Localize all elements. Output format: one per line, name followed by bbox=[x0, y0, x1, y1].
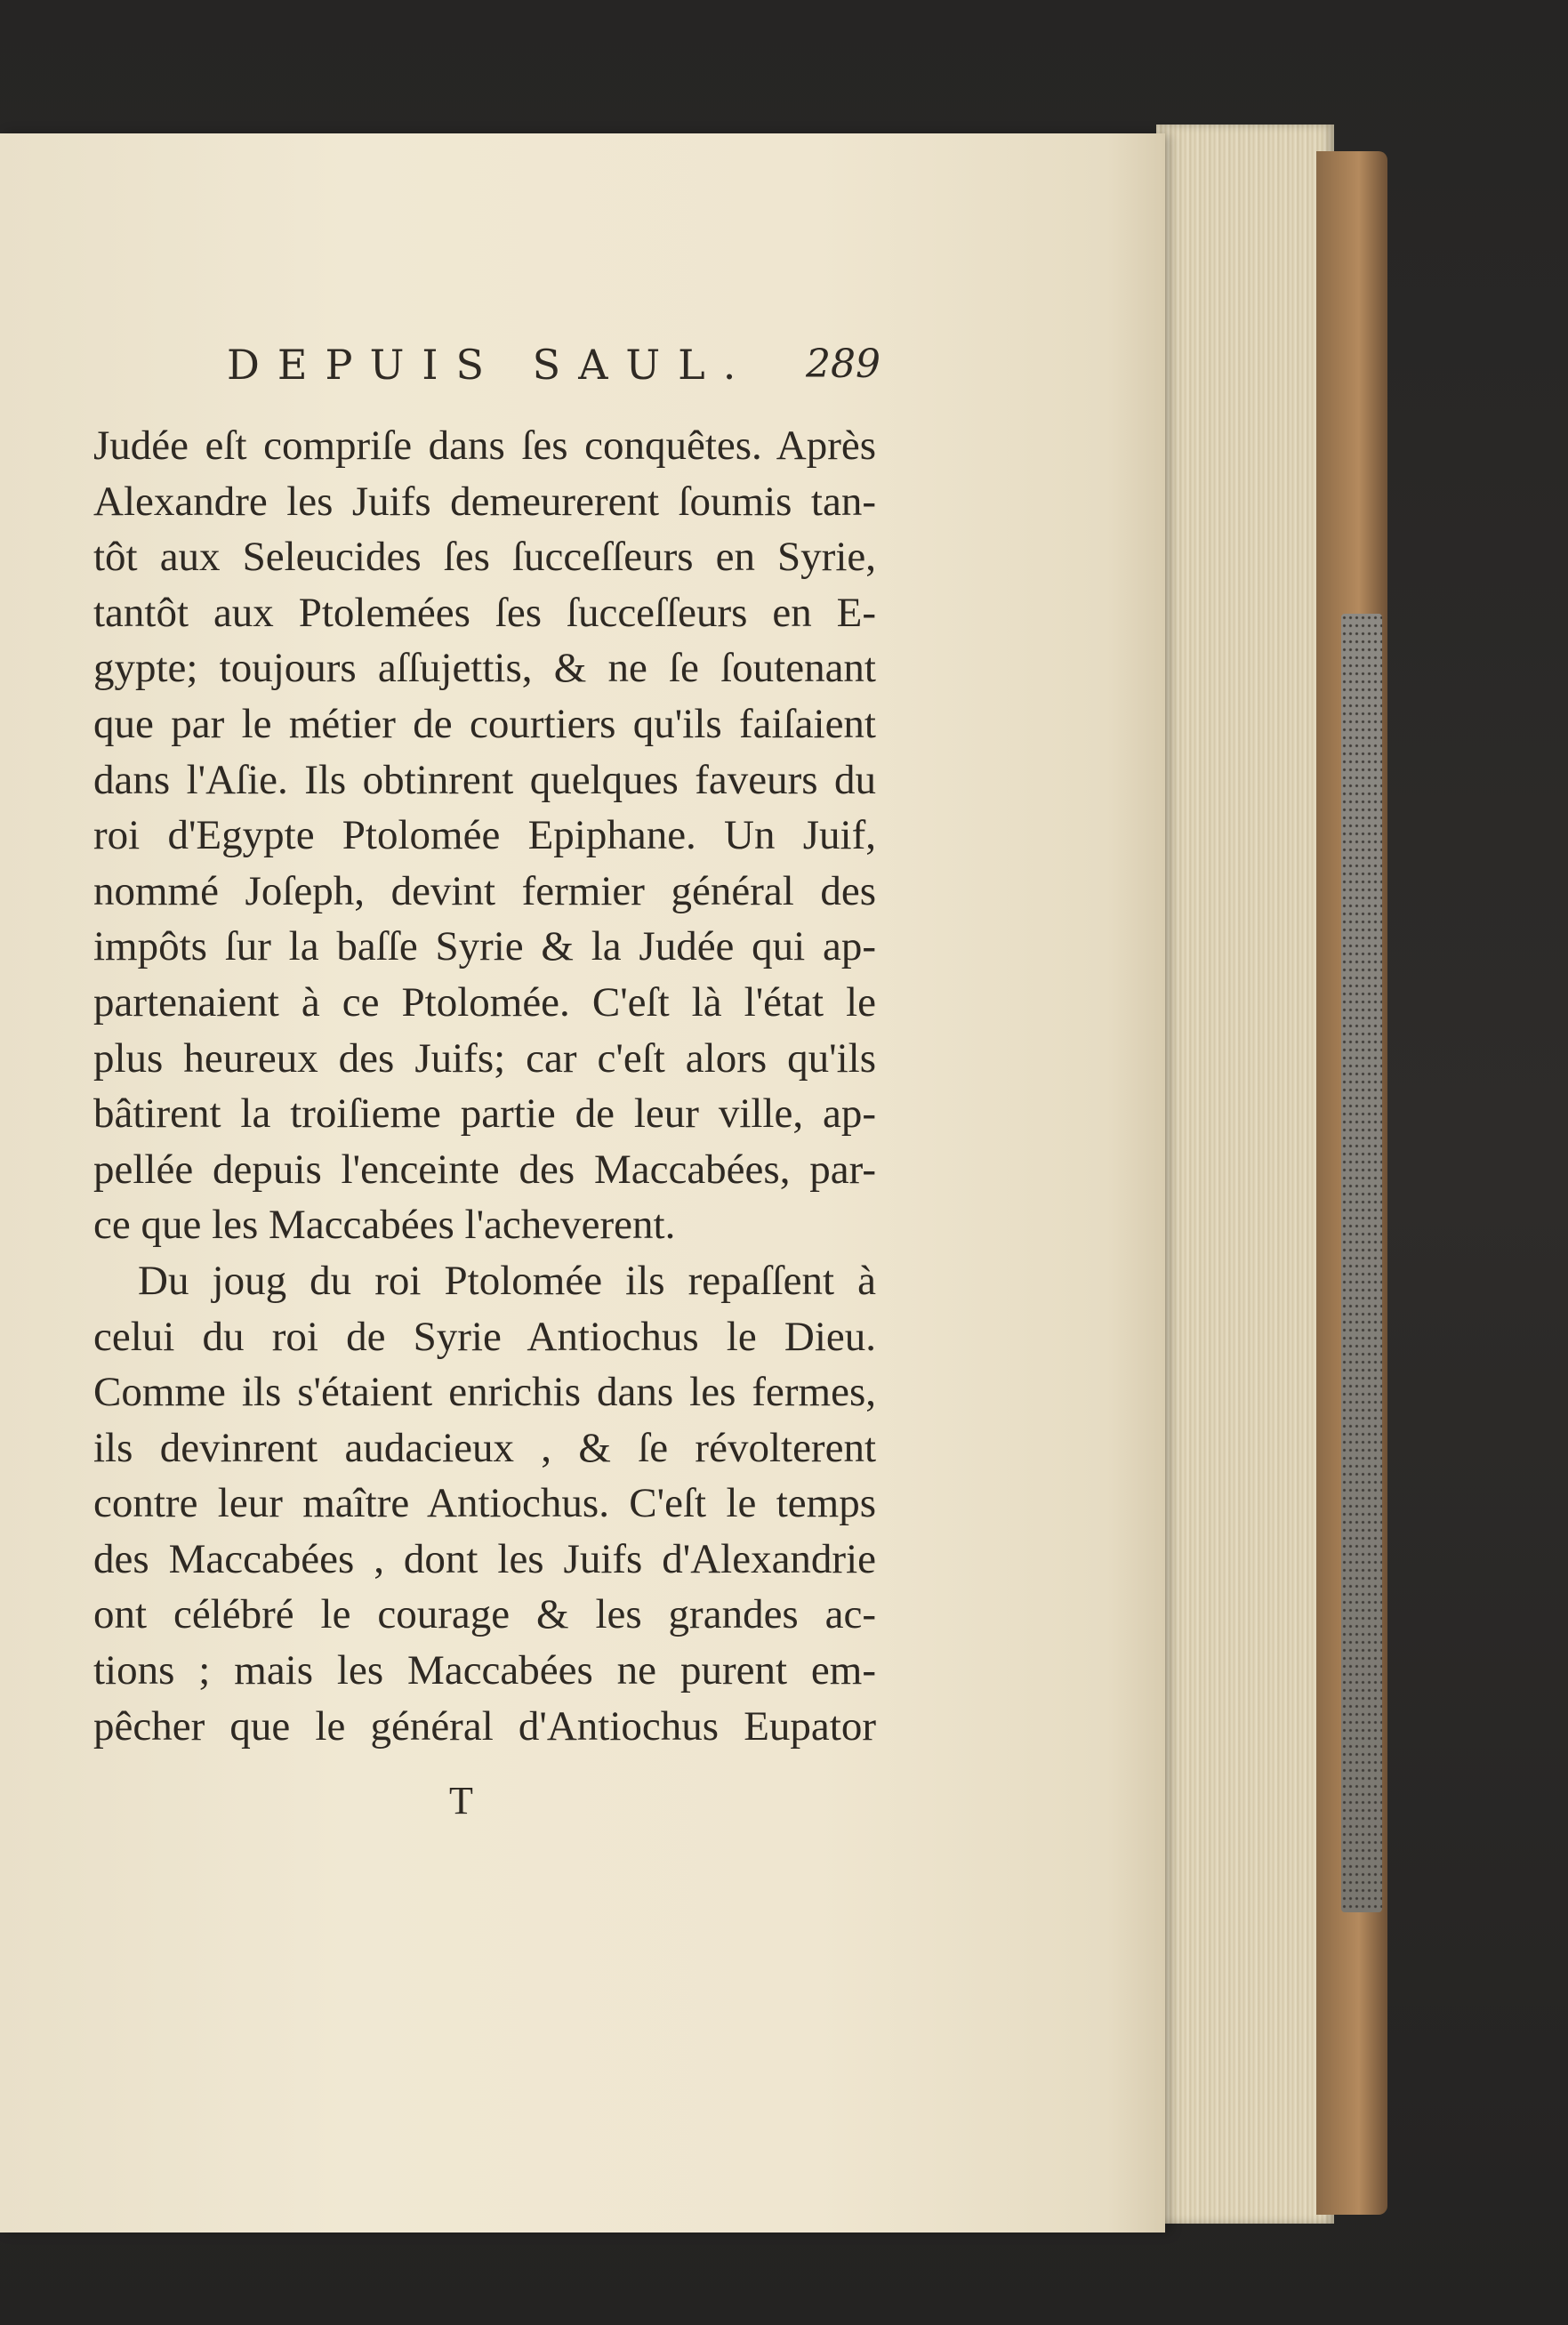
running-head bbox=[227, 334, 880, 396]
text-line: ce que les Maccabées l'acheverent. bbox=[93, 1202, 676, 1249]
book-cover-edge bbox=[1316, 151, 1387, 2215]
text-line: roi d'Egypte Ptolomée Epiphane. Un Juif, bbox=[93, 812, 876, 859]
text-line: impôts ſur la baſſe Syrie & la Judée qui ap- bbox=[93, 923, 876, 970]
text-line: ils devinrent audacieux , & ſe révolterent bbox=[93, 1424, 876, 1471]
text-line: gypte; toujours aſſujettis, & ne ſe ſoutenant bbox=[93, 645, 876, 692]
text-line: bâtirent la troiſieme partie de leur ville, ap- bbox=[93, 1090, 876, 1138]
text-line: des Maccabées , dont les Juifs d'Alexandrie bbox=[93, 1535, 876, 1582]
text-line: Judée eſt compriſe dans ſes conquêtes. Après bbox=[93, 422, 876, 469]
book-page-edges bbox=[1156, 125, 1334, 2224]
text-line: dans l'Aſie. Ils obtinrent quelques faveurs du bbox=[93, 756, 876, 803]
text-line: nommé Joſeph, devint fermier général des bbox=[93, 867, 876, 914]
text-line: contre leur maître Antiochus. C'eſt le temps bbox=[93, 1480, 876, 1527]
text-line: ont célébré le courage & les grandes ac- bbox=[93, 1591, 876, 1638]
marbled-cover-board bbox=[1341, 614, 1382, 1912]
text-line: Alexandre les Juifs demeurerent ſoumis tan- bbox=[93, 478, 876, 525]
running-title: DEPUIS SAUL. bbox=[227, 341, 754, 389]
text-line: pêcher que le général d'Antiochus Eupator bbox=[93, 1702, 876, 1750]
signature-mark: T bbox=[449, 1779, 473, 1822]
text-line: que par le métier de courtiers qu'ils faiſaient bbox=[93, 700, 876, 747]
text-line: Comme ils s'étaient enrichis dans les fermes, bbox=[93, 1369, 876, 1416]
body-text bbox=[93, 418, 876, 1754]
text-line: tôt aux Seleucides ſes ſucceſſeurs en Syrie, bbox=[93, 534, 876, 581]
text-line: tions ; mais les Maccabées ne purent em- bbox=[93, 1647, 876, 1694]
text-line: plus heureux des Juifs; car c'eſt alors qu'ils bbox=[93, 1034, 876, 1082]
text-line: pellée depuis l'enceinte des Maccabées, par- bbox=[93, 1146, 876, 1193]
text-line: tantôt aux Ptolemées ſes ſucceſſeurs en E- bbox=[93, 589, 876, 636]
page-number: 289 bbox=[806, 342, 880, 387]
text-line: celui du roi de Syrie Antiochus le Dieu. bbox=[93, 1313, 876, 1360]
text-line: Du joug du roi Ptolomée ils repaſſent à bbox=[138, 1257, 876, 1304]
text-line: partenaient à ce Ptolomée. C'eſt là l'état le bbox=[93, 978, 876, 1026]
